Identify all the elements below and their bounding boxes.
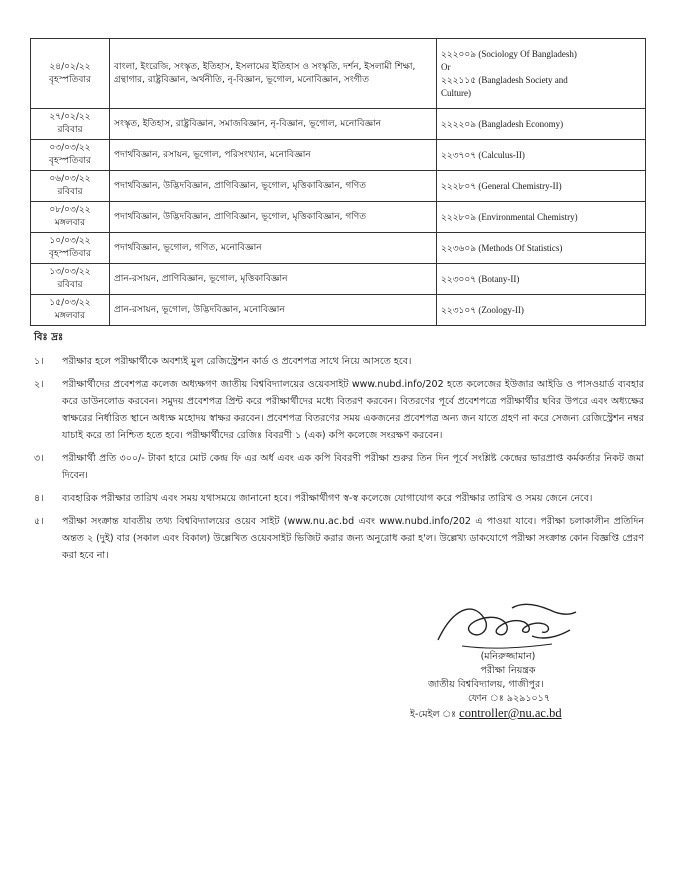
note-number: ৩। — [34, 453, 44, 464]
note-number: ২। — [34, 379, 44, 390]
course-code-line: ২২২২০৯ (Bangladesh Economy) — [441, 118, 564, 129]
course-code-cell — [437, 109, 646, 140]
note-text: পরীক্ষার হলে পরীক্ষার্থীকে অবশ্যই মুল রেজিস্ট্রেশন কার্ড ও প্রবেশপত্র সাথে নিয়ে আসতে হবে। — [62, 356, 412, 367]
course-code-line: ২২২৮০৭ (General Chemistry-II) — [441, 180, 562, 191]
exam-date-cell — [31, 264, 110, 295]
course-code-cell — [437, 39, 646, 109]
exam-date-cell — [31, 39, 110, 109]
exam-day: রবিবার — [57, 125, 83, 135]
exam-day: রবিবার — [57, 280, 83, 290]
course-code-cell — [437, 140, 646, 171]
note-text: ব্যবহারিক পরীক্ষার তারিখ এবং সময় যথাসময়ে জানানো হবে। পরীক্ষার্থীগণ স্ব-স্ব কলেজে যোগাযোগ করে পরীক্ষার তারিখ ও সময় জেনে নেবে। — [62, 493, 593, 504]
exam-date: ০৩/০৩/২২ — [49, 143, 91, 153]
note-item — [34, 353, 644, 370]
exam-date: ১৩/০৩/২২ — [49, 267, 91, 277]
signature-image — [432, 590, 582, 656]
course-code-cell — [437, 233, 646, 264]
exam-date: ১০/০৩/২২ — [49, 236, 91, 246]
exam-day: বৃহস্পতিবার — [49, 156, 91, 166]
note-number: ৪। — [34, 493, 44, 504]
course-code-cell — [437, 295, 646, 326]
subjects-cell: পদার্থবিজ্ঞান, রসায়ন, ভূগোল, পরিসংখ্যান, মনোবিজ্ঞান — [110, 140, 437, 171]
subjects-cell: প্রান-রসায়ন, ভূগোল, উদ্ভিদবিজ্ঞান, মনোবিজ্ঞান — [110, 295, 437, 326]
signatory-name: (মনিরুজ্জামান) — [480, 651, 536, 662]
exam-day: রবিবার — [57, 187, 83, 197]
note-number: ৫। — [34, 516, 44, 527]
exam-schedule-table — [30, 38, 646, 326]
course-code-line: ২২২৮০৯ (Environmental Chemistry) — [441, 211, 578, 222]
subjects-cell: সংস্কৃত, ইতিহাস, রাষ্ট্রবিজ্ঞান, সমাজবিজ্ঞান, নৃ-বিজ্ঞান, ভূগোল, মনোবিজ্ঞান — [110, 109, 437, 140]
signatory-email-line — [410, 706, 628, 722]
exam-date-cell — [31, 171, 110, 202]
course-code-line: ২২৩০০৭ (Botany-II) — [441, 273, 520, 284]
note-number: ১। — [34, 356, 44, 367]
course-code-cell — [437, 171, 646, 202]
schedule-row — [31, 171, 646, 202]
exam-day: বৃহস্পতিবার — [49, 249, 91, 259]
schedule-row — [31, 109, 646, 140]
exam-date: ০৬/০৩/২২ — [49, 174, 91, 184]
exam-date-cell — [31, 109, 110, 140]
signatory-designation: পরীক্ষা নিয়ন্ত্রক — [480, 665, 536, 676]
course-code-line: Or — [441, 61, 451, 72]
schedule-row — [31, 140, 646, 171]
exam-date-cell — [31, 295, 110, 326]
schedule-row — [31, 39, 646, 109]
notes-section — [34, 330, 644, 570]
schedule-body — [31, 39, 646, 326]
schedule-row — [31, 264, 646, 295]
note-item — [34, 513, 644, 564]
signatory-block — [410, 650, 628, 722]
note-item — [34, 490, 644, 507]
exam-date: ০৮/০৩/২২ — [49, 205, 91, 215]
exam-date: ১৫/০৩/২২ — [49, 298, 91, 308]
exam-day: বৃহস্পতিবার — [49, 74, 91, 85]
signatory-institution: জাতীয় বিশ্ববিদ্যালয়, গাজীপুর। — [428, 679, 544, 690]
course-code-line: ২২২১১৫ (Bangladesh Society and — [441, 74, 568, 85]
signatory-phone: ফোন ঃ ৯২৯১০১৭ — [468, 693, 551, 704]
exam-date-cell — [31, 233, 110, 264]
email-link[interactable]: controller@nu.ac.bd — [459, 706, 562, 720]
exam-date: ২৪/০২/২২ — [49, 61, 91, 72]
subjects-cell: বাংলা, ইংরেজি, সংস্কৃত, ইতিহাস, ইসলামের ইতিহাস ও সংস্কৃতি, দর্শন, ইসলামী শিক্ষা, গ্রন্থাগার, রাষ্ট্রবিজ্ঞান, অর্থনীতি, নৃ-বিজ্ঞান, ভূগোল, মনোবিজ্ঞান, সংগীত — [110, 39, 437, 109]
course-code-line: Culture) — [441, 87, 471, 98]
notes-title: বিঃ দ্রঃ — [34, 332, 64, 343]
note-text: পরীক্ষা সংক্রান্ত যাবতীয় তথ্য বিশ্ববিদ্যালয়ের ওয়েব সাইট (www.nu.ac.bd এবং www.nubd.info/202 এ পাওয়া যাবে। পরীক্ষা চলাকালীন প্রতিদিন অন্তত ২ (দুই) বার (সকাল এবং বিকাল) উল্লেখিত ওয়েবসাইট ভিজিট করার জন্য অনুরোধ করা হ'ল। উল্লেখ্য ডাকযোগে পরীক্ষা সংক্রান্ত কোন বিজ্ঞপ্তি প্রেরণ করা হবে না। — [62, 516, 644, 561]
course-code-cell — [437, 202, 646, 233]
email-label: ই-মেইল ঃ — [410, 709, 457, 720]
schedule-row — [31, 202, 646, 233]
subjects-cell: পদার্থবিজ্ঞান, উদ্ভিদবিজ্ঞান, প্রাণিবিজ্ঞান, ভূগোল, মৃত্তিকাবিজ্ঞান, গণিত — [110, 171, 437, 202]
subjects-cell: পদার্থবিজ্ঞান, উদ্ভিদবিজ্ঞান, প্রাণিবিজ্ঞান, ভূগোল, মৃত্তিকাবিজ্ঞান, গণিত — [110, 202, 437, 233]
course-code-line: ২২৩৭০৭ (Calculus-II) — [441, 149, 525, 160]
note-item — [34, 376, 644, 444]
note-item — [34, 450, 644, 484]
exam-date-cell — [31, 202, 110, 233]
course-code-line: ২২৩৬০৯ (Methods Of Statistics) — [441, 242, 563, 253]
exam-date-cell — [31, 140, 110, 171]
subjects-cell: প্রান-রসায়ন, প্রাণিবিজ্ঞান, ভূগোল, মৃত্তিকাবিজ্ঞান — [110, 264, 437, 295]
course-code-line: ২২৩১০৭ (Zoology-II) — [441, 304, 524, 315]
note-text: পরীক্ষার্থীদের প্রবেশপত্র কলেজ অধ্যক্ষগণ জাতীয় বিশ্ববিদ্যালয়ের ওয়েবসাইট www.nubd.info/202 হতে কলেজের ইউজার আইডি ও পাসওয়ার্ড ব্যবহার করে ডাউনলোড করবেন। সমুদয় প্রবেশপত্র প্রিন্ট করে পরীক্ষার্থীদের মধ্যে বিতরণ করবেন। বিতরণের পূর্বে প্রবেশপত্রে পরীক্ষার্থীর ছবির উপরে এবং অধ্যক্ষের স্বাক্ষরের নির্ধারিত স্থানে অধ্যক্ষ মহোদয় স্বাক্ষর করবেন। প্রবেশপত্র বিতরণের সময় একজনের প্রবেশপত্র অন্য জন যাতে গ্রহণ না করে সেজন্য রেজিস্ট্রেশন নম্বর যাচাই করে তা নিশ্চিত হতে হবে। পরীক্ষার্থীদের রেজিঃ বিবরণী ১ (এক) কপি কলেজে সংরক্ষণ করবেন। — [62, 379, 644, 441]
notes-list — [34, 353, 644, 564]
subjects-cell: পদার্থবিজ্ঞান, ভূগোল, গণিত, মনোবিজ্ঞান — [110, 233, 437, 264]
exam-day: মঙ্গলবার — [54, 311, 86, 321]
course-code-line: ২২২০০৯ (Sociology Of Bangladesh) — [441, 48, 577, 59]
course-code-cell — [437, 264, 646, 295]
schedule-row — [31, 295, 646, 326]
note-text: পরীক্ষার্থী প্রতি ৩০০/- টাকা হারে মোট কেন্দ্র ফি এর অর্ধ এবং এক কপি বিবরণী পরীক্ষা শুরুর তিন দিন পূর্বে সংশ্লিষ্ট কেন্দ্রের ভারপ্রাপ্ত কর্মকর্তার নিকট জমা দিবেন। — [62, 453, 644, 481]
exam-date: ২৭/০২/২২ — [49, 112, 91, 122]
exam-day: মঙ্গলবার — [54, 218, 86, 228]
schedule-row — [31, 233, 646, 264]
